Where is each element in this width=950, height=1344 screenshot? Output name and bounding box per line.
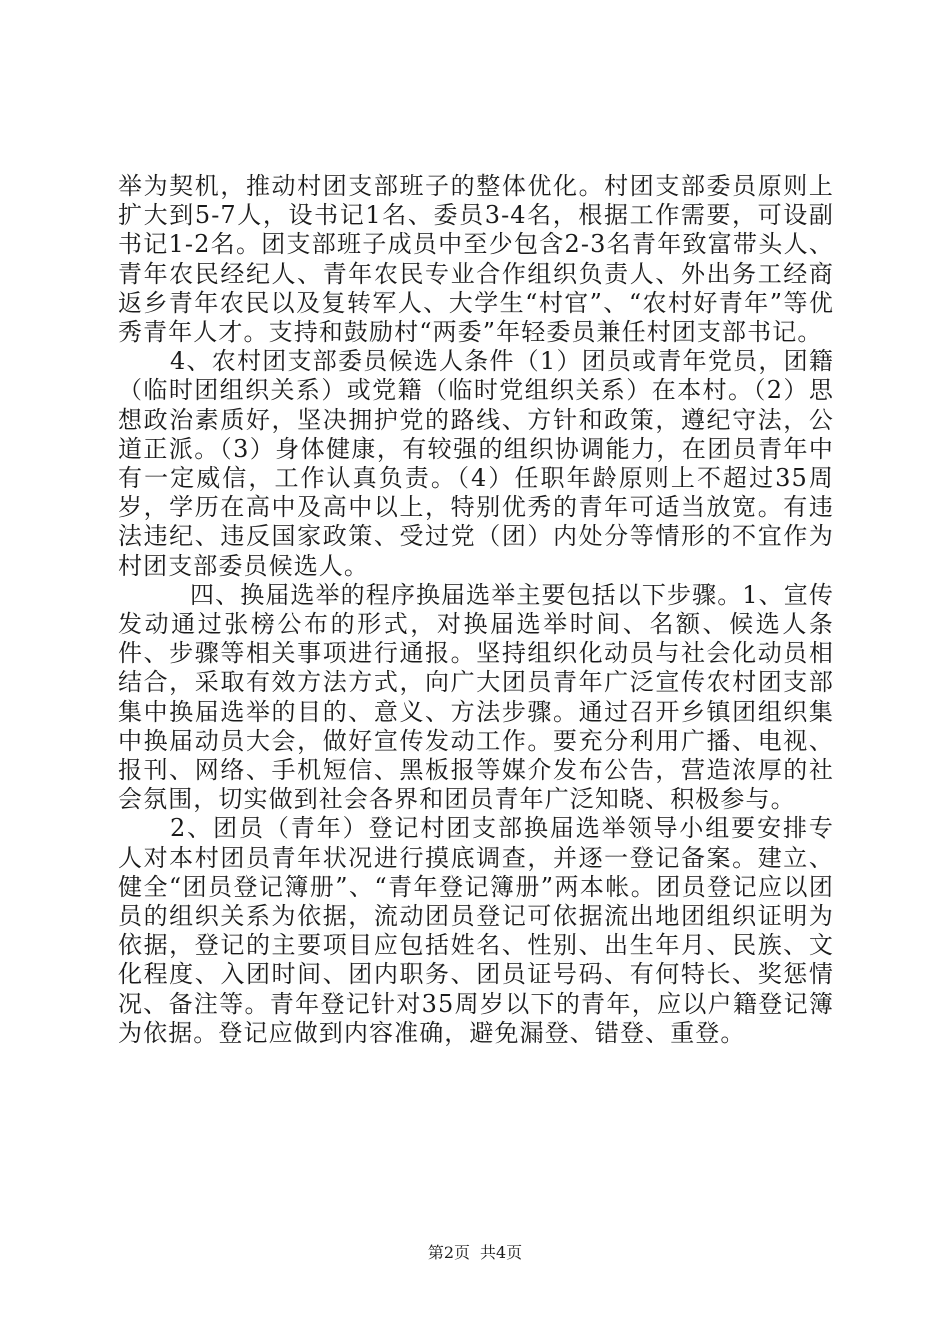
page-number: 第2页 (427, 1243, 470, 1262)
paragraph-1: 举为契机，推动村团支部班子的整体优化。村团支部委员原则上扩大到5-7人，设书记1名、委员3-4名，根据工作需要，可设副书记1-2名。团支部班子成员中至少包含2-3名青年致富带头人、青年农民经纪人、青年农民专业合作组织负责人、外出务工经商返乡青年农民以及复转军人、大学生“村官”、“农村好青年”等优秀青年人才。支持和鼓励村“两委”年轻委员兼任村团支部书记。 (118, 172, 834, 347)
paragraph-4: 2、团员（青年）登记村团支部换届选举领导小组要安排专人对本村团员青年状况进行摸底调查，并逐一登记备案。建立、健全“团员登记簿册”、“青年登记簿册”两本帐。团员登记应以团员的组织关系为依据，流动团员登记可依据流出地团组织证明为依据，登记的主要项目应包括姓名、性别、出生年月、民族、文化程度、入团时间、团内职务、团员证号码、有何特长、奖惩情况、备注等。青年登记针对35周岁以下的青年，应以户籍登记簿为依据。登记应做到内容准确，避免漏登、错登、重登。 (118, 814, 834, 1047)
document-body (118, 172, 834, 1048)
page-footer (0, 1243, 950, 1263)
paragraph-2: 4、农村团支部委员候选人条件（1）团员或青年党员，团籍（临时团组织关系）或党籍（临时党组织关系）在本村。（2）思想政治素质好，坚决拥护党的路线、方针和政策，遵纪守法，公道正派。（3）身体健康，有较强的组织协调能力，在团员青年中有一定威信，工作认真负责。（4）任职年龄原则上不超过35周岁，学历在高中及高中以上，特别优秀的青年可适当放宽。有违法违纪、违反国家政策、受过党（团）内处分等情形的不宜作为村团支部委员候选人。 (118, 347, 834, 580)
page-total: 共4页 (480, 1243, 523, 1262)
paragraph-3: 四、换届选举的程序换届选举主要包括以下步骤。1、宣传发动通过张榜公布的形式，对换届选举时间、名额、候选人条件、步骤等相关事项进行通报。坚持组织化动员与社会化动员相结合，采取有效方法方式，向广大团员青年广泛宣传农村团支部集中换届选举的目的、意义、方法步骤。通过召开乡镇团组织集中换届动员大会，做好宣传发动工作。要充分利用广播、电视、报刊、网络、手机短信、黑板报等媒介发布公告，营造浓厚的社会氛围，切实做到社会各界和团员青年广泛知晓、积极参与。 (118, 580, 834, 814)
